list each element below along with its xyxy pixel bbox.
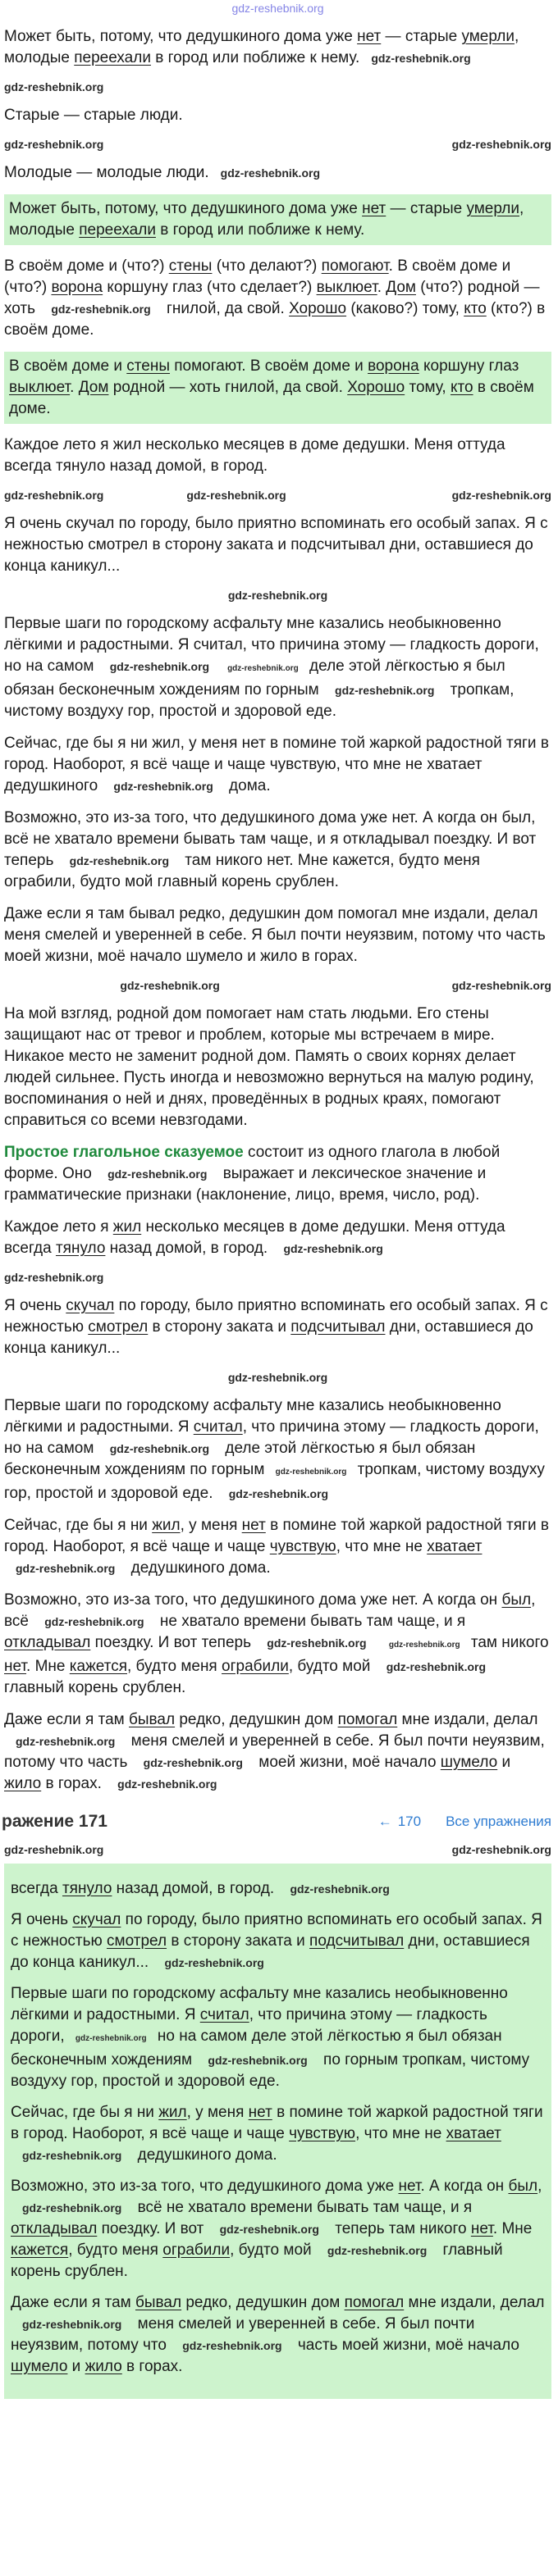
text-segment: и xyxy=(497,1754,511,1771)
watermark: gdz-reshebnik.org xyxy=(22,2201,122,2214)
watermark: gdz-reshebnik.org xyxy=(220,166,321,180)
highlighted-paragraph xyxy=(4,194,551,245)
text-segment: . Мне xyxy=(26,1658,70,1675)
text-segment: назад домой, в город. xyxy=(105,1240,272,1257)
watermark: gdz-reshebnik.org xyxy=(16,1562,116,1575)
text-segment: умерли xyxy=(461,28,515,45)
watermark: gdz-reshebnik.org xyxy=(186,489,286,502)
text-segment: Даже если я там xyxy=(4,1711,129,1728)
paragraph xyxy=(4,26,551,69)
text-segment: в сторону заката и xyxy=(148,1318,291,1336)
text-segment: помогают. В своём доме и xyxy=(169,357,368,375)
paragraph xyxy=(4,1004,551,1131)
text-segment: нет xyxy=(248,2104,272,2121)
text-segment: подсчитывал xyxy=(309,1932,405,1950)
paragraph xyxy=(4,513,551,577)
text-segment: смотрел xyxy=(107,1932,167,1950)
watermark: gdz-reshebnik.org xyxy=(22,2318,122,2331)
text-segment: (что?) родной — хоть xyxy=(4,279,540,317)
text-segment: главный корень срублен. xyxy=(4,1679,186,1696)
text-segment: подсчитывал xyxy=(290,1318,386,1336)
watermark: gdz-reshebnik.org xyxy=(117,1777,217,1791)
text-segment: чувствую xyxy=(269,1538,336,1555)
text-segment: деле этой лёгкостью я был обязан бесконечным хождениям по горным xyxy=(4,1440,476,1478)
text-segment: тянуло xyxy=(62,1880,112,1897)
text-segment: Может быть, потому, что дедушкиного дома уже xyxy=(4,28,358,45)
text-segment: шумело xyxy=(11,2358,68,2375)
text-segment: там никого xyxy=(466,1634,549,1651)
text-segment: , будто меня xyxy=(127,1658,222,1675)
text-segment: , всё xyxy=(4,1591,536,1630)
text-segment: но на самом деле этой лёгкостью я был обязан бесконечным хождениям xyxy=(11,2028,502,2069)
text-segment: нет xyxy=(398,2178,421,2195)
watermark: gdz-reshebnik.org xyxy=(4,1271,104,1284)
paragraph xyxy=(4,105,551,126)
text-segment: дома. xyxy=(224,777,271,794)
text-segment: часть моей жизни, моё начало xyxy=(293,2337,519,2354)
text-segment: . Мне xyxy=(492,2220,533,2237)
text-segment: В своём доме и xyxy=(9,357,127,375)
watermark: gdz-reshebnik.org xyxy=(208,2054,308,2067)
watermark: gdz-reshebnik.org xyxy=(227,1371,328,1384)
text-segment: хватает xyxy=(427,1538,483,1555)
text-segment: В своём доме и (что?) xyxy=(4,257,169,275)
text-segment: , что мне не xyxy=(355,2125,446,2142)
paragraph xyxy=(4,1217,551,1259)
text-segment: хватает xyxy=(446,2125,501,2142)
text-segment: нет xyxy=(241,1517,266,1534)
watermark: gdz-reshebnik.org xyxy=(109,660,210,673)
text-segment: коршуну глаз xyxy=(418,357,519,375)
text-segment: умерли xyxy=(466,200,519,217)
text-segment: (что делают?) xyxy=(212,257,322,275)
text-segment: помогают xyxy=(321,257,389,275)
text-segment: мне издали, делал xyxy=(404,2294,545,2311)
text-segment: теперь там никого xyxy=(330,2220,471,2237)
text-segment: скучал xyxy=(72,1911,121,1928)
exercise-title: ражение 171 xyxy=(2,1812,107,1831)
text-segment: Может быть, потому, что дедушкиного дома уже xyxy=(9,200,363,217)
text-segment: поездку. И вот xyxy=(97,2220,208,2237)
highlighted-paragraph xyxy=(4,352,551,424)
text-segment: переехали xyxy=(74,49,151,66)
paragraph xyxy=(4,1295,551,1359)
text-segment: там никого нет. Мне кажется, будто меня ограбили, будто мой главный корень срублен. xyxy=(4,852,480,890)
text-segment: Хорошо xyxy=(289,300,347,317)
text-segment: Молодые — молодые люди. xyxy=(4,164,209,181)
text-segment: в горах. xyxy=(121,2358,183,2375)
watermark: gdz-reshebnik.org xyxy=(182,2339,282,2352)
text-segment: Возможно, это из-за того, что дедушкиного дома уже xyxy=(11,2178,399,2195)
text-segment: Простое глагольное сказуемое xyxy=(4,1144,244,1161)
watermark-row xyxy=(4,588,551,603)
text-segment: не хватало времени бывать там чаще, и я xyxy=(155,1613,466,1630)
watermark: gdz-reshebnik.org xyxy=(143,1756,243,1769)
watermark: gdz-reshebnik.org xyxy=(283,1242,383,1255)
paragraph xyxy=(4,1590,551,1699)
watermark: gdz-reshebnik.org xyxy=(4,138,104,151)
watermark: gdz-reshebnik.org xyxy=(22,2149,122,2162)
text-segment: нет xyxy=(470,2220,493,2237)
paragraph xyxy=(11,2176,545,2282)
watermark: gdz-reshebnik.org xyxy=(4,80,104,93)
text-segment: по городу, было приятно вспоминать его особый запах. Я с нежностью xyxy=(11,1911,542,1950)
text-segment: переехали xyxy=(79,221,156,239)
text-segment: выклюет xyxy=(316,279,377,296)
text-segment: и xyxy=(67,2358,85,2375)
text-segment: кто xyxy=(464,300,487,317)
text-segment: Сейчас, где бы я ни xyxy=(11,2104,159,2121)
watermark: gdz-reshebnik.org xyxy=(69,854,170,867)
text-segment: редко, дедушкин дом xyxy=(175,1711,338,1728)
text-segment: шумело xyxy=(440,1754,498,1771)
watermark: gdz-reshebnik.org xyxy=(113,780,213,793)
paragraph xyxy=(4,162,551,184)
text-segment: в сторону заката и xyxy=(167,1932,310,1950)
text-segment: меня смелей и уверенней в себе. Я был почти неуязвим, потому что xyxy=(11,2315,475,2354)
prev-exercise-number: 170 xyxy=(397,1814,422,1829)
text-segment: дедушкиного дома. xyxy=(126,1559,271,1577)
text-segment: несколько месяцев в доме дедушки. Меня оттуда всегда xyxy=(4,1218,505,1257)
text-segment: . В своём доме и (что?) xyxy=(4,257,511,296)
text-segment: Старые — старые люди. xyxy=(4,107,183,124)
content-bottom xyxy=(11,1878,545,2378)
watermark: gdz-reshebnik.org xyxy=(51,303,151,316)
text-segment: ворона xyxy=(51,279,103,296)
left-arrow-icon: ← xyxy=(377,1814,392,1829)
text-segment: нет xyxy=(4,1658,27,1675)
watermark: gdz-reshebnik.org xyxy=(109,1442,210,1455)
watermark: gdz-reshebnik.org xyxy=(75,2034,147,2043)
text-segment: кто xyxy=(450,379,473,396)
text-segment: кажется xyxy=(11,2241,69,2259)
watermark: gdz-reshebnik.org xyxy=(451,138,551,151)
text-segment: Даже если я там xyxy=(11,2294,135,2311)
text-segment: , будто меня xyxy=(68,2241,163,2259)
text-segment: в своём доме. xyxy=(9,379,534,417)
text-segment: смотрел xyxy=(88,1318,149,1336)
watermark-row xyxy=(4,488,551,503)
text-segment: по горным тропкам, чистому воздуху гор, простой и здоровой еде. xyxy=(11,2051,530,2090)
text-segment: Дом xyxy=(78,379,109,396)
text-segment: кажется xyxy=(69,1658,127,1675)
text-segment: — старые xyxy=(381,28,462,45)
text-segment: моей жизни, моё начало xyxy=(254,1754,441,1771)
text-segment: назад домой, в город. xyxy=(112,1880,279,1897)
text-segment: , что причина этому — гладкость дороги, но на самом xyxy=(4,1418,539,1457)
paragraph xyxy=(4,1142,551,1206)
site-watermark-link[interactable]: gdz-reshebnik.org xyxy=(231,2,324,15)
text-segment: редко, дедушкин дом xyxy=(181,2294,345,2311)
watermark: gdz-reshebnik.org xyxy=(451,489,551,502)
text-segment: жило xyxy=(4,1775,42,1792)
text-segment: жил xyxy=(158,2104,187,2121)
paragraph xyxy=(4,1515,551,1579)
watermark-row xyxy=(4,137,551,152)
text-segment: откладывал xyxy=(11,2220,98,2237)
text-segment: в горах. xyxy=(41,1775,107,1792)
text-segment: поездку. И вот теперь xyxy=(90,1634,256,1651)
content-mid xyxy=(4,1842,551,1857)
watermark: gdz-reshebnik.org xyxy=(120,979,220,992)
text-segment: жил xyxy=(112,1218,142,1236)
watermark: gdz-reshebnik.org xyxy=(228,1487,329,1500)
watermark: gdz-reshebnik.org xyxy=(327,2244,428,2257)
text-segment: стены xyxy=(126,357,170,375)
text-segment: , у меня xyxy=(180,1517,242,1534)
text-segment: в помине той жаркой радостной тяги в город. Наоборот, я всё чаще и чаще xyxy=(11,2104,543,2142)
text-segment: главный корень срублен. xyxy=(11,2241,503,2280)
text-segment: . xyxy=(70,379,79,396)
watermark-row xyxy=(4,978,551,993)
text-segment: был xyxy=(508,2178,538,2195)
text-segment: ограбили xyxy=(162,2241,231,2259)
text-segment: , xyxy=(537,2178,542,2195)
text-segment: всё не хватало времени бывать там чаще, и я xyxy=(133,2199,473,2216)
text-segment: тропкам, чистому воздуху гор, простой и здоровой еде. xyxy=(4,1461,545,1502)
text-segment: помогал xyxy=(337,1711,398,1728)
text-segment: . А когда он xyxy=(420,2178,509,2195)
watermark: gdz-reshebnik.org xyxy=(290,1882,390,1896)
watermark: gdz-reshebnik.org xyxy=(219,2223,319,2236)
paragraph xyxy=(11,2102,545,2166)
text-segment: бывал xyxy=(135,2294,182,2311)
text-segment: , что мне не xyxy=(336,1538,428,1555)
text-segment: (каково?) тому, xyxy=(346,300,464,317)
paragraph xyxy=(4,903,551,967)
watermark: gdz-reshebnik.org xyxy=(451,979,551,992)
watermark: gdz-reshebnik.org xyxy=(4,489,104,502)
watermark-row xyxy=(4,80,551,94)
text-segment: , будто мой xyxy=(230,2241,316,2259)
text-segment: Я очень xyxy=(11,1911,73,1928)
watermark: gdz-reshebnik.org xyxy=(386,1660,487,1673)
watermark: gdz-reshebnik.org xyxy=(388,1641,460,1650)
text-segment: , молодые xyxy=(4,28,519,66)
text-segment: тому, xyxy=(405,379,451,396)
watermark: gdz-reshebnik.org xyxy=(451,1843,551,1856)
paragraph xyxy=(4,1395,551,1504)
paragraph xyxy=(4,613,551,722)
text-segment: жило xyxy=(85,2358,122,2375)
text-segment: выражает и лексическое значение и грамматические признаки (наклонение, лицо, время, число, род). xyxy=(4,1165,487,1204)
text-segment: был xyxy=(501,1591,532,1609)
text-segment: чувствую xyxy=(289,2125,356,2142)
text-segment: Хорошо xyxy=(347,379,405,396)
watermark-row xyxy=(4,1370,551,1385)
paragraph xyxy=(11,1983,545,2092)
watermark: gdz-reshebnik.org xyxy=(335,684,435,697)
paragraph xyxy=(4,1709,551,1795)
paragraph xyxy=(4,256,551,341)
text-segment: родной — хоть гнилой, да свой. xyxy=(108,379,348,396)
text-segment: считал xyxy=(193,1418,243,1436)
text-segment: считал xyxy=(199,2006,249,2023)
text-segment: дни, оставшиеся до конца каникул... xyxy=(4,1318,533,1357)
text-segment: состоит из одного глагола в любой форме. Оно xyxy=(4,1144,501,1182)
text-segment: помогал xyxy=(344,2294,405,2311)
text-segment: деле этой лёгкостью я был обязан бесконечным хождениям по горным xyxy=(4,658,505,699)
text-segment: Дом xyxy=(386,279,416,296)
watermark: gdz-reshebnik.org xyxy=(164,1956,264,1969)
all-exercises-link[interactable]: Все упражнения xyxy=(446,1814,551,1829)
watermark: gdz-reshebnik.org xyxy=(227,664,299,673)
text-segment: Я очень xyxy=(4,1297,66,1314)
text-segment: всегда xyxy=(11,1880,62,1897)
paragraph xyxy=(11,1878,545,1900)
text-segment: Сейчас, где бы я ни жил, у меня нет в помине той жаркой радостной тяги в город. Наоборот, я всё чаще и чаще чувствую, что мне не хватает дедушкиного xyxy=(4,735,549,794)
watermark: gdz-reshebnik.org xyxy=(16,1735,116,1748)
text-segment: коршуну глаз (что сделает?) xyxy=(103,279,317,296)
watermark: gdz-reshebnik.org xyxy=(44,1615,144,1628)
text-segment: Даже если я там бывал редко, дедушкин дом помогал мне издали, делал меня смелей и уверенней в себе. Я был почти неуязвим, потому что часть моей жизни, моё начало шумело и жило в горах. xyxy=(4,905,546,965)
text-segment: Возможно, это из-за того, что дедушкиного дома уже нет. А когда он xyxy=(4,1591,502,1609)
text-segment: нет xyxy=(357,28,382,45)
paragraph xyxy=(4,733,551,797)
text-segment: , у меня xyxy=(186,2104,249,2121)
paragraph xyxy=(4,808,551,893)
text-segment: в помине той жаркой радостной тяги в город. Наоборот, я всё чаще и чаще xyxy=(4,1517,549,1555)
exercise-header xyxy=(4,1811,551,1832)
text-segment: в город или поближе к нему. xyxy=(150,49,360,66)
highlighted-answer-section xyxy=(4,1864,551,2399)
paragraph xyxy=(4,435,551,477)
text-segment: жил xyxy=(152,1517,181,1534)
watermark: gdz-reshebnik.org xyxy=(371,52,471,65)
watermark: gdz-reshebnik.org xyxy=(107,1167,208,1181)
text-segment: ворона xyxy=(368,357,419,375)
paragraph xyxy=(11,1909,545,1973)
text-segment: дни, оставшиеся до конца каникул... xyxy=(11,1932,530,1971)
text-segment: ограбили xyxy=(222,1658,289,1675)
text-segment: гнилой, да свой. xyxy=(162,300,290,317)
paragraph xyxy=(11,2292,545,2378)
text-segment: мне издали, делал xyxy=(397,1711,538,1728)
text-segment: . xyxy=(377,279,386,296)
text-segment: Сейчас, где бы я ни xyxy=(4,1517,153,1534)
text-segment: Я очень скучал по городу, было приятно вспоминать его особый запах. Я с нежностью смотрел в сторону заката и подсчитывал дни, оставшиеся до конца каникул... xyxy=(4,515,548,575)
watermark: gdz-reshebnik.org xyxy=(4,1843,104,1856)
text-segment: Каждое лето я жил несколько месяцев в доме дедушки. Меня оттуда всегда тянуло назад домой, в город. xyxy=(4,436,505,475)
text-segment: На мой взгляд, родной дом помогает нам стать людьми. Его стены защищают нас от тревог и проблем, которые мы встречаем в мире. Никакое место не заменит родной дом. Память о своих корнях делает людей сильнее. Пусть иногда и невозможно вернуться на малую родину, воспоминания о ней и днях, проведённых в родных краях, помогают справиться со всеми невзгодами. xyxy=(4,1005,534,1129)
watermark-row xyxy=(4,1842,551,1857)
text-segment: откладывал xyxy=(4,1634,91,1651)
text-segment: стены xyxy=(168,257,213,275)
text-segment: дедушкиного дома. xyxy=(133,2146,277,2164)
text-segment: Возможно, это из-за того, что дедушкиного дома уже нет. А когда он был, всё не хватало времени бывать там чаще, и я откладывал поездку. И вот теперь xyxy=(4,809,537,869)
text-segment: нет xyxy=(362,200,386,217)
watermark: gdz-reshebnik.org xyxy=(275,1468,347,1477)
text-segment: меня смелей и уверенней в себе. Я был почти неуязвим, потому что часть xyxy=(4,1732,545,1771)
text-segment: тянуло xyxy=(55,1240,106,1257)
text-segment: выклюет xyxy=(9,379,71,396)
content-top xyxy=(4,26,551,1795)
text-segment: , будто мой xyxy=(288,1658,375,1675)
prev-exercise-link[interactable] xyxy=(378,1811,421,1832)
text-segment: Первые шаги по городскому асфальту мне казались необыкновенно лёгкими и радостными. Я считал, что причина этому — гладкость дороги, но на самом xyxy=(4,615,539,675)
text-segment: в город или поближе к нему. xyxy=(155,221,365,239)
watermark: gdz-reshebnik.org xyxy=(227,589,328,602)
text-segment: — старые xyxy=(386,200,467,217)
text-segment: скучал xyxy=(66,1297,115,1314)
text-segment: бывал xyxy=(129,1711,176,1728)
text-segment: Первые шаги по городскому асфальту мне казались необыкновенно лёгкими и радостными. Я xyxy=(4,1397,501,1436)
text-segment: Каждое лето я xyxy=(4,1218,113,1236)
watermark: gdz-reshebnik.org xyxy=(267,1636,367,1650)
text-segment: (кто?) в своём доме. xyxy=(4,300,546,339)
text-segment: , молодые xyxy=(9,200,524,239)
text-segment: Первые шаги по городскому асфальту мне казались необыкновенно лёгкими и радостными. Я xyxy=(11,1985,508,2023)
text-segment: тропкам, чистому воздуху гор, простой и здоровой еде. xyxy=(4,681,515,720)
watermark-row xyxy=(4,1270,551,1285)
text-segment: по городу, было приятно вспоминать его особый запах. Я с нежностью xyxy=(4,1297,548,1336)
text-segment: , что причина этому — гладкость дороги, xyxy=(11,2006,487,2045)
